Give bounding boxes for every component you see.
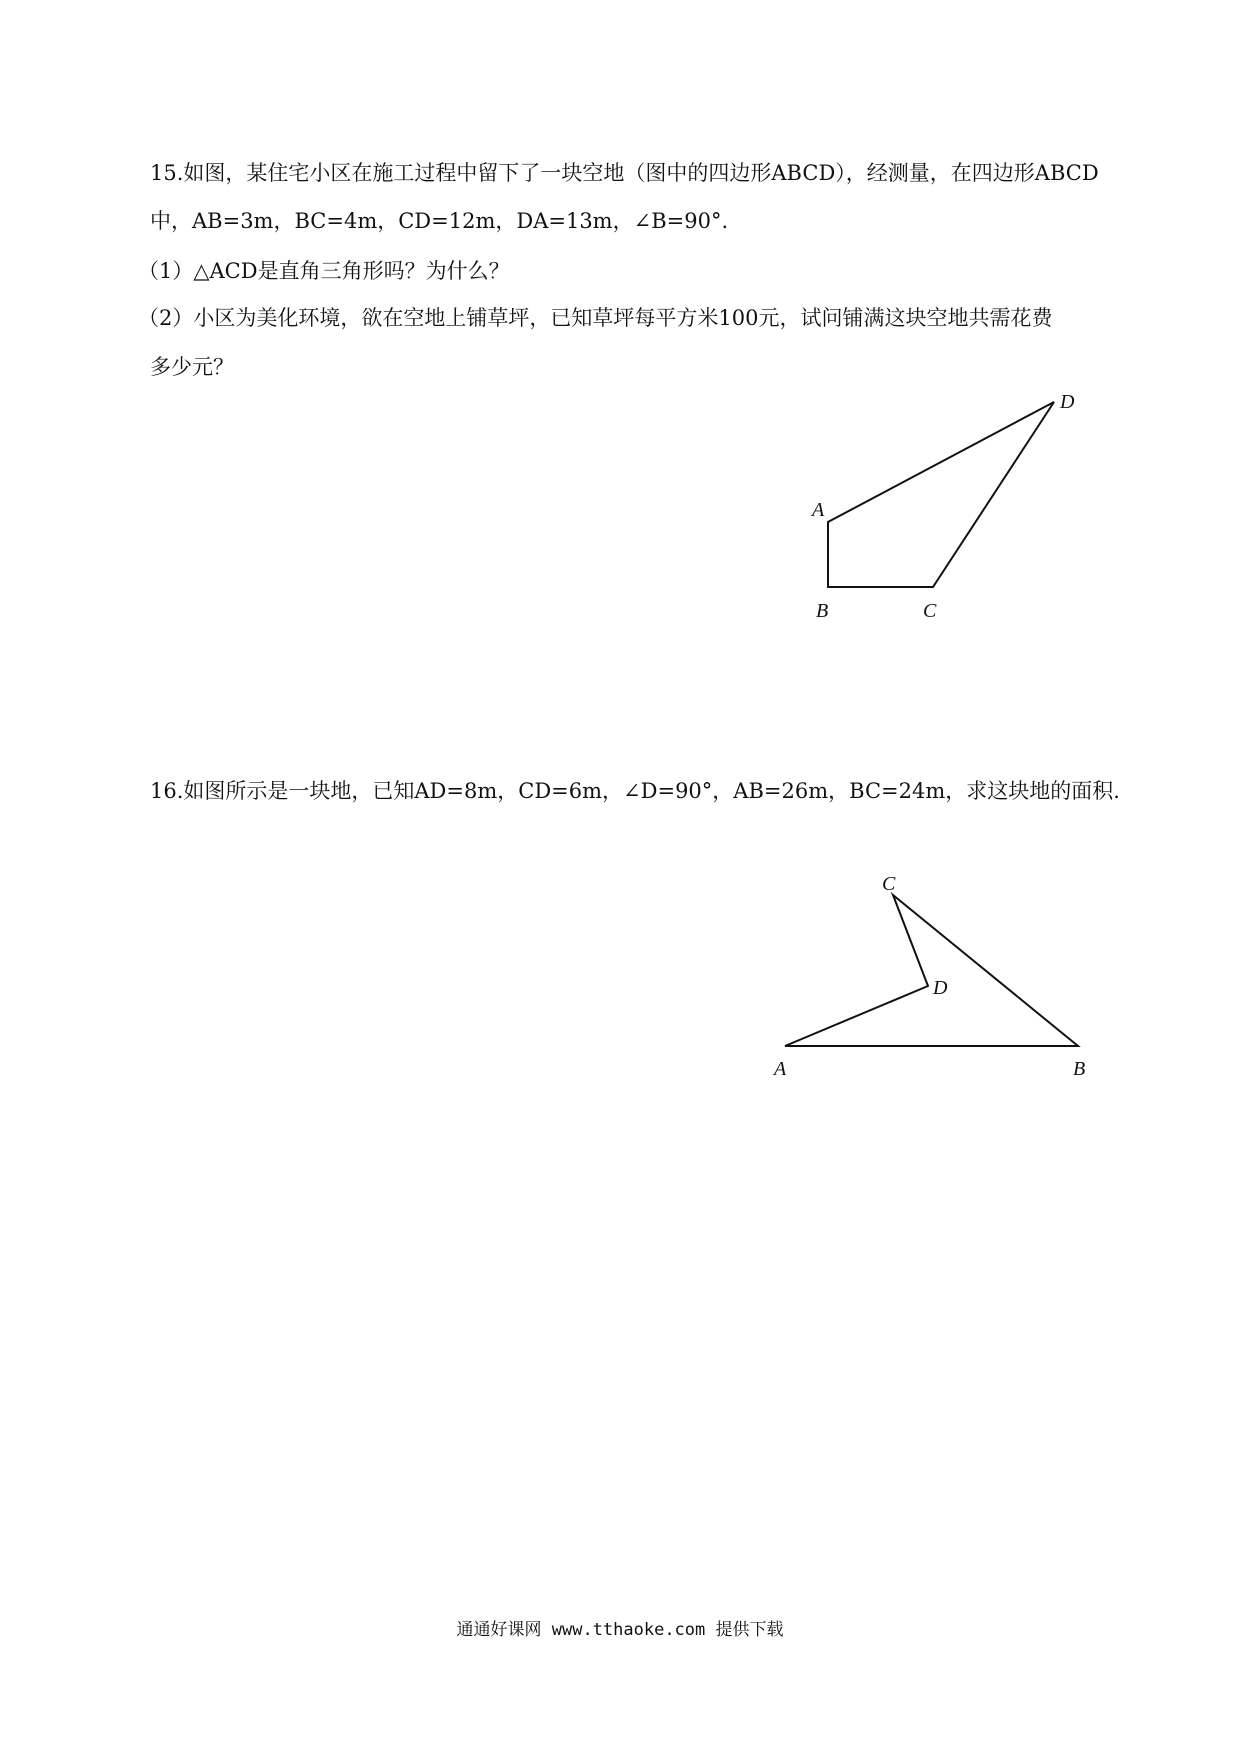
q15-quadrilateral-figure	[780, 380, 1120, 634]
q15-figure-svg	[780, 380, 1120, 630]
q15-part-2-line-1: （2）小区为美化环境，欲在空地上铺草坪，已知草坪每平方米100元，试问铺满这块空地共需花费	[138, 306, 1053, 330]
q15-part-1: （1）△ACD是直角三角形吗？为什么？	[138, 259, 510, 283]
q16-quadrilateral-abcd	[785, 895, 1078, 1046]
q16-quadrilateral-figure	[760, 860, 1100, 1094]
q15-text-line-1: 15.如图，某住宅小区在施工过程中留下了一块空地（图中的四边形ABCD），经测量，在四边形ABCD	[150, 161, 1099, 185]
q16-text-line-1: 16.如图所示是一块地，已知AD=8m，CD=6m，∠D=90°，AB=26m，BC=24m，求这块地的面积.	[150, 779, 1120, 803]
q15-quadrilateral-abcd	[828, 402, 1054, 587]
q15-label-d: D	[1060, 391, 1075, 413]
q15-label-c: C	[923, 600, 937, 622]
q15-text-line-2: 中，AB=3m，BC=4m，CD=12m，DA=13m，∠B=90°.	[150, 209, 729, 233]
q16-label-d: D	[933, 977, 948, 999]
q16-label-b: B	[1073, 1058, 1086, 1080]
page-footer: 通通好课网 www.tthaoke.com 提供下载	[456, 1620, 784, 1640]
q16-label-a: A	[774, 1058, 787, 1080]
q16-label-c: C	[882, 873, 896, 895]
q15-label-a: A	[812, 499, 825, 521]
q15-label-b: B	[816, 600, 829, 622]
q16-figure-svg	[760, 860, 1100, 1090]
q15-part-2-line-2: 多少元？	[150, 355, 234, 379]
